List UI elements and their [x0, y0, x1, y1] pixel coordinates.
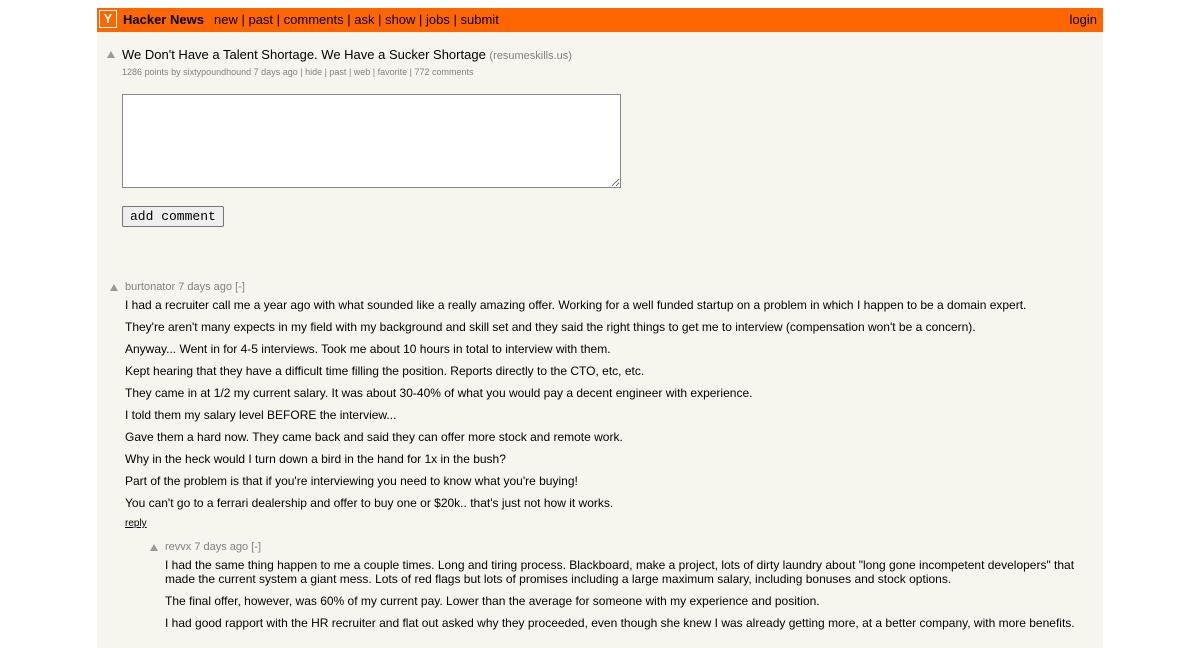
comment-upvote-icon[interactable]: [150, 544, 158, 551]
comment-paragraph: Part of the problem is that if you're interviewing you need to know what you're buying!: [125, 474, 578, 488]
past-link[interactable]: past: [329, 67, 347, 77]
story-age[interactable]: 7 days ago: [253, 67, 298, 77]
story-title-link[interactable]: We Don't Have a Talent Shortage. We Have a Sucker Shortage: [122, 47, 486, 62]
story-subtext: 1286 points by sixtypoundhound 7 days ago | hide | past | web | favorite | 772 comments: [122, 67, 474, 77]
comment-paragraph: I had the same thing happen to me a couple times. Long and tiring process. Blackboard, make a project, lots of dirty laundry about "long gone incompetent developers" that: [165, 558, 1075, 572]
comment-paragraph: made the current system a giant mess. Lots of red flags but lots of promises including a large maximum salary, including bonuses and stock options.: [165, 572, 952, 586]
story-title-row: [122, 47, 572, 62]
comment-textarea[interactable]: [122, 94, 621, 188]
site-name-link[interactable]: Hacker News: [123, 12, 204, 27]
by-label: by: [171, 67, 181, 77]
story-upvote-icon[interactable]: [107, 51, 115, 58]
comment-paragraph: I had a recruiter call me a year ago with what sounded like a really amazing offer. Working for a well funded startup on a problem in which I happen to be a domain expert.: [125, 298, 1027, 312]
comment-paragraph: Why in the heck would I turn down a bird in the hand for 1x in the bush?: [125, 452, 506, 466]
story-author[interactable]: sixtypoundhound: [183, 67, 252, 77]
comment-age[interactable]: 7 days ago: [194, 541, 249, 553]
nav-ask[interactable]: ask: [354, 12, 375, 27]
comment-header: [125, 281, 245, 293]
nav-links: new | past | comments | ask | show | jobs | submit: [214, 12, 499, 27]
login-link[interactable]: login: [1069, 12, 1097, 27]
reply-link[interactable]: reply: [125, 518, 147, 529]
story-site[interactable]: (resumeskills.us): [489, 50, 572, 62]
comment-upvote-icon[interactable]: [110, 284, 118, 291]
favorite-link[interactable]: favorite: [377, 67, 408, 77]
top-bar: [97, 8, 1103, 32]
comment-header: [165, 541, 261, 553]
comment-paragraph: Kept hearing that they have a difficult time filling the position. Reports directly to the CTO, etc, etc.: [125, 364, 645, 378]
comment-paragraph: I told them my salary level BEFORE the interview...: [125, 408, 397, 422]
comment-age[interactable]: 7 days ago: [178, 281, 233, 293]
collapse-toggle[interactable]: [-]: [251, 541, 262, 553]
comment-paragraph: I had good rapport with the HR recruiter and flat out asked why they proceeded, even though she knew I was already getting more, at a better company, with more benefits.: [165, 616, 1075, 630]
nav-past[interactable]: past: [248, 12, 274, 27]
nav-comments[interactable]: comments: [283, 12, 344, 27]
comments-count-link[interactable]: 772 comments: [414, 67, 474, 77]
nav-jobs[interactable]: jobs: [426, 12, 450, 27]
page-container: [97, 8, 1103, 648]
hide-link[interactable]: hide: [305, 67, 323, 77]
story-points: 1286 points: [122, 67, 169, 77]
collapse-toggle[interactable]: [-]: [235, 281, 245, 293]
comment-author[interactable]: revvx: [165, 541, 192, 553]
nav-show[interactable]: show: [385, 12, 416, 27]
nav-submit[interactable]: submit: [460, 12, 499, 27]
web-link[interactable]: web: [353, 67, 371, 77]
comment-author[interactable]: burtonator: [125, 281, 176, 293]
comment-paragraph: Anyway... Went in for 4-5 interviews. Took me about 10 hours in total to interview with them.: [125, 342, 611, 356]
add-comment-button[interactable]: add comment: [122, 206, 224, 227]
nav-new[interactable]: new: [214, 12, 238, 27]
comment-paragraph: Gave them a hard now. They came back and said they can offer more stock and remote work.: [125, 430, 623, 444]
hn-logo-icon[interactable]: Y: [99, 10, 117, 28]
comment-paragraph: They're aren't many expects in my field with my background and skill set and they said the right things to get me to interview (compensation won't be a concern).: [125, 320, 976, 334]
comment-paragraph: You can't go to a ferrari dealership and offer to buy one or $20k.. that's just not how it works.: [125, 496, 614, 510]
comment-paragraph: They came in at 1/2 my current salary. It was about 30-40% of what you would pay a decent engineer with experience.: [125, 386, 753, 400]
comment-paragraph: The final offer, however, was 60% of my current pay. Lower than the average for someone with my experience and position.: [165, 594, 820, 608]
